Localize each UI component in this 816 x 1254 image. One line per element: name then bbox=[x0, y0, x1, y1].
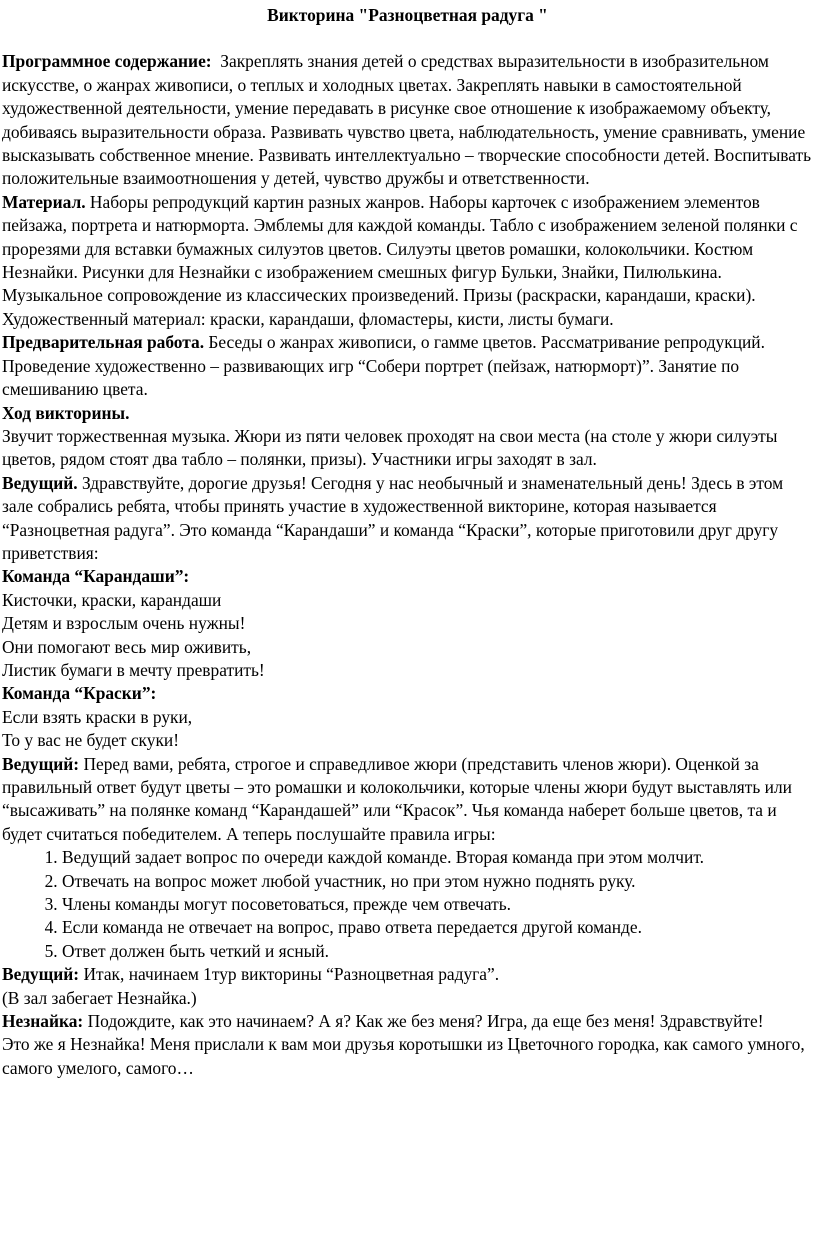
program-text: Закреплять знания детей о средствах выразительности в изобразительном искусстве, о жанрах живописи, о теплых и холодных цветах. Закреплять навыки в самостоятельной художественной деятельности, умение передавать в рисунке свое отношение к изображаемому объекту, добиваясь выразительности образа. Развивать чувство цвета, наблюдательность, умение сравнивать, умение высказывать собственное мнение. Развивать интеллектуально – творческие способности детей. Воспитывать положительные взаимоотношения у детей, чувство дружбы и ответственности. bbox=[2, 51, 816, 189]
neznaika-continuation: Это же я Незнайка! Меня прислали к вам мои друзья коротышки из Цветочного городка, как самого умного, самого умелого, самого… bbox=[2, 1034, 805, 1078]
course-heading bbox=[2, 402, 813, 425]
team2-line: Если взять краски в руки, bbox=[2, 706, 193, 727]
team1-line: Детям и взрослым очень нужны! bbox=[2, 613, 246, 634]
host-text-2: Перед вами, ребята, строгое и справедливое жюри (представить членов жюри). Оценкой за правильный ответ будут цветы – это ромашки и колокольчики, которые члены жюри будут выставлять или “высаживать” на полянке команд “Карандашей” или “Красок”. Чья команда наберет больше цветов, та и будет считаться победителем. А теперь послушайте правила игры: bbox=[2, 753, 792, 844]
program-paragraph bbox=[2, 50, 816, 190]
rule-item: 1. Ведущий задает вопрос по очереди каждой команде. Вторая команда при этом молчит. bbox=[62, 846, 813, 869]
host-label-2: Ведущий: bbox=[2, 753, 80, 774]
team2-line: То у вас не будет скуки! bbox=[2, 730, 180, 751]
host-label-3: Ведущий: bbox=[2, 964, 80, 985]
course-paragraph: Звучит торжественная музыка. Жюри из пяти человек проходят на свои места (на столе у жюри силуэты цветов, рядом стоят два табло – полянки, призы). Участники игры заходят в зал. bbox=[2, 425, 778, 470]
page-title: Викторина "Разноцветная радуга " bbox=[267, 5, 548, 25]
host-paragraph-1 bbox=[2, 472, 813, 566]
rule-item: 4. Если команда не отвечает на вопрос, право ответа передается другой команде. bbox=[62, 916, 813, 939]
material-paragraph bbox=[2, 191, 813, 331]
prework-text: Беседы о жанрах живописи, о гамме цветов. Рассматривание репродукций. Проведение художественно – развивающих игр “Собери портрет (пейзаж, натюрморт)”. Занятие по смешиванию цвета. bbox=[2, 332, 765, 400]
team2-heading bbox=[2, 682, 813, 705]
team1-line: Они помогают весь мир оживить, bbox=[2, 636, 252, 657]
program-label: Программное содержание: bbox=[2, 51, 212, 72]
prework-paragraph bbox=[2, 331, 813, 401]
neznaika-text: Подождите, как это начинаем? А я? Как же без меня? Игра, да еще без меня! Здравствуйте! bbox=[83, 1011, 764, 1032]
course-label: Ход викторины. bbox=[2, 402, 130, 423]
stage-note: (В зал забегает Незнайка.) bbox=[2, 987, 197, 1008]
host-label-1: Ведущий. bbox=[2, 472, 78, 493]
prework-label: Предварительная работа. bbox=[2, 332, 205, 353]
host-paragraph-3 bbox=[2, 963, 813, 986]
team1-line: Кисточки, краски, карандаши bbox=[2, 589, 222, 610]
team1-label: Команда “Карандаши”: bbox=[2, 566, 190, 587]
host-text-3: Итак, начинаем 1тур викторины “Разноцветная радуга”. bbox=[79, 964, 500, 985]
rule-item: 5. Ответ должен быть четкий и ясный. bbox=[62, 940, 813, 963]
neznaika-paragraph bbox=[2, 1010, 813, 1033]
material-text: Наборы репродукций картин разных жанров. Наборы карточек с изображением элементов пейзажа, портрета и натюрморта. Эмблемы для каждой команды. Табло с изображением зеленой полянки с прорезями для вставки бумажных силуэтов цветов. Силуэты цветов ромашки, колокольчики. Костюм Незнайки. Рисунки для Незнайки с изображением смешных фигур Бульки, Знайки, Пилюлькина. Музыкальное сопровождение из классических произведений. Призы (раскраски, карандаши, краски). Художественный материал: краски, карандаши, фломастеры, кисти, листы бумаги. bbox=[2, 191, 798, 329]
material-label: Материал. bbox=[2, 191, 86, 212]
neznaika-label: Незнайка: bbox=[2, 1011, 84, 1032]
host-paragraph-2 bbox=[2, 753, 813, 847]
team1-heading bbox=[2, 565, 813, 588]
rules-list bbox=[2, 846, 813, 963]
team1-line: Листик бумаги в мечту превратить! bbox=[2, 659, 265, 680]
team2-label: Команда “Краски”: bbox=[2, 683, 157, 704]
rule-item: 2. Отвечать на вопрос может любой участник, но при этом нужно поднять руку. bbox=[62, 870, 813, 893]
rule-item: 3. Члены команды могут посоветоваться, прежде чем отвечать. bbox=[62, 893, 813, 916]
host-text-1: Здравствуйте, дорогие друзья! Сегодня у нас необычный и знаменательный день! Здесь в этом зале собрались ребята, чтобы принять участие в художественной викторине, которая называется “Разноцветная радуга”. Это команда “Карандаши” и команда “Краски”, которые приготовили друг другу приветствия: bbox=[2, 472, 784, 563]
